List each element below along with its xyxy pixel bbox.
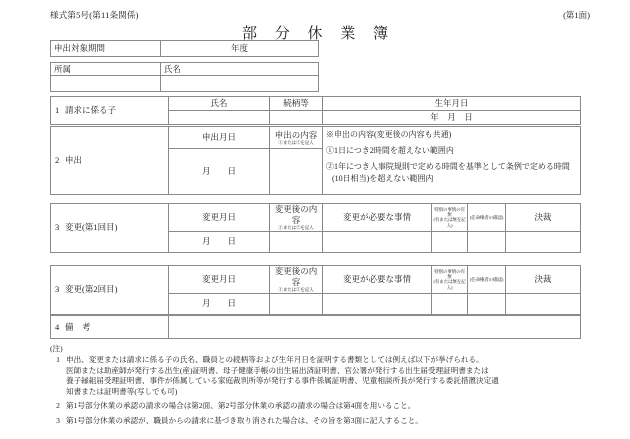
change1-col-reason-header: 変更が必要な事情 — [323, 204, 432, 232]
affiliation-label-cell: 所属 — [51, 63, 161, 76]
remarks-section-title: 備 考 — [65, 321, 91, 332]
change2-col-date-header: 変更月日 — [169, 266, 270, 294]
period-value-cell[interactable]: 年度 — [161, 41, 319, 57]
child-name-value[interactable] — [169, 111, 270, 125]
change2-section-label — [51, 266, 169, 315]
note-3-line-1: 第1号部分休業の承認が、職員からの請求に基づき取り消された場合は、その旨を第3面に記入すること。 — [66, 415, 423, 425]
note-3-body — [66, 416, 590, 426]
change2-col-content-header — [270, 266, 323, 294]
child-col-name-header: 氏名 — [169, 97, 270, 111]
application-col-content-note: ①または②を記入 — [278, 140, 314, 146]
change1-col-content-title: 変更後の内容 — [274, 204, 318, 225]
document-header — [50, 9, 590, 23]
change1-col-date-header: 変更月日 — [169, 204, 270, 232]
change2-col-content-note: ①または②を記入 — [278, 287, 314, 293]
notes-heading: (注) — [50, 344, 63, 353]
table-row — [51, 127, 581, 149]
child-section-index: 1 — [55, 105, 60, 116]
note-3-number: 3 — [56, 415, 60, 425]
period-label-cell: 申出対象期間 — [51, 41, 161, 57]
change-table-1 — [50, 203, 581, 253]
change2-confirm-value[interactable] — [468, 293, 506, 314]
change2-content-value[interactable] — [270, 293, 323, 314]
application-col-content-header — [270, 127, 323, 149]
change1-date-value[interactable]: 月 日 — [169, 231, 270, 252]
page-title: 部 分 休 業 簿 — [241, 26, 395, 42]
child-claim-table — [50, 96, 581, 125]
application-col-date-header: 申出月日 — [169, 127, 270, 149]
application-section-label — [51, 127, 169, 195]
application-section-index: 2 — [55, 155, 60, 166]
affiliation-table — [50, 62, 319, 92]
table-row — [51, 63, 319, 76]
change2-col-approval-header: 決裁 — [506, 266, 581, 294]
note-item-3 — [50, 416, 590, 426]
table-row — [51, 97, 581, 111]
table-row — [51, 316, 581, 339]
remarks-section-index: 4 — [55, 321, 60, 332]
change1-col-confirm-header — [468, 204, 506, 232]
child-relation-value[interactable] — [270, 111, 323, 125]
change1-confirm-value[interactable] — [468, 231, 506, 252]
note-2-line-1: 第1号部分休業の承認の請求の場合は第2面、第2号部分休業の承認の請求の場合は第4面を用いること。 — [66, 401, 416, 411]
child-birthdate-value[interactable]: 年 月 日 — [323, 111, 581, 125]
affiliation-value-cell[interactable] — [51, 76, 161, 92]
note-item-1 — [50, 355, 590, 397]
change2-approval-value[interactable] — [506, 293, 581, 314]
remarks-value-cell[interactable] — [169, 316, 581, 339]
table-row — [51, 204, 581, 232]
change2-reason-value[interactable] — [323, 293, 432, 314]
note-1-body — [66, 355, 590, 397]
note-1-line-2: 医師または助産師が発行する出生(産)証明書、母子健康手帳の出生届出済証明書、官公署が発行する出生届受理証明書または — [66, 365, 489, 375]
change2-col-confirm-header — [468, 266, 506, 294]
table-row — [51, 41, 319, 57]
application-content-item-3: (10日相当)を超えない範囲内 — [332, 174, 434, 184]
change2-col-special-title: 特別の事情の有無 — [434, 268, 465, 279]
note-2-number: 2 — [56, 401, 60, 411]
application-content-item-1: ①1日につき2時間を超えない範囲内 — [326, 145, 454, 155]
change2-section-title: 変更(第2回目) — [65, 284, 118, 295]
application-content-value[interactable] — [270, 149, 323, 195]
change1-section-label — [51, 204, 169, 253]
change1-col-special-header — [432, 204, 468, 232]
table-row — [51, 266, 581, 294]
change1-section-index: 3 — [55, 222, 60, 233]
change1-col-special-title: 特別の事情の有無 — [434, 206, 465, 217]
change1-col-approval-header: 決裁 — [506, 204, 581, 232]
change1-col-content-note: ①または②を記入 — [278, 225, 314, 231]
application-col-content-title: 申出の内容 — [274, 129, 318, 140]
change1-col-confirm-title: (任命権者の確認) — [469, 214, 504, 220]
note-item-2 — [50, 401, 590, 411]
change2-col-confirm-title: (任命権者の確認) — [469, 276, 504, 282]
child-col-relation-header: 続柄等 — [270, 97, 323, 111]
change1-approval-value[interactable] — [506, 231, 581, 252]
name-value-cell[interactable] — [161, 76, 319, 92]
change2-col-special-note: (有または無を記入) — [433, 279, 466, 290]
change-table-2 — [50, 265, 581, 315]
change2-date-value[interactable]: 月 日 — [169, 293, 270, 314]
note-1-line-1: 申出、変更または請求に係る子の氏名、職員との続柄等および生年月日を証明する書類としては例えば以下が挙げられる。 — [66, 355, 484, 365]
page-number-label: (第1面) — [563, 10, 590, 20]
notes-section — [50, 344, 590, 430]
change1-special-value[interactable] — [432, 231, 468, 252]
form-number-label: 様式第5号(第11条関係) — [50, 10, 139, 20]
change2-col-reason-header: 変更が必要な事情 — [323, 266, 432, 294]
change2-col-special-header — [432, 266, 468, 294]
change1-section-title: 変更(第1回目) — [65, 222, 118, 233]
change2-special-value[interactable] — [432, 293, 468, 314]
application-content-description — [323, 127, 581, 195]
change1-col-content-header — [270, 204, 323, 232]
application-content-list — [326, 130, 577, 185]
change1-col-special-note: (有または無を記入) — [433, 217, 466, 228]
application-content-heading: ※申出の内容(変更後の内容も共通) — [326, 130, 452, 139]
application-date-value[interactable]: 月 日 — [169, 149, 270, 195]
change2-col-content-title: 変更後の内容 — [274, 266, 318, 287]
child-section-label — [51, 97, 169, 125]
name-label-cell: 氏名 — [161, 63, 319, 76]
application-section-title: 申出 — [65, 155, 83, 166]
note-2-body — [66, 401, 590, 411]
period-table — [50, 40, 319, 57]
table-row — [51, 76, 319, 92]
remarks-section-label — [51, 316, 169, 339]
change1-reason-value[interactable] — [323, 231, 432, 252]
note-1-number: 1 — [56, 355, 60, 365]
note-1-line-3: 養子縁組届受理証明書、事件が係属している家庭裁判所等が発行する事件係属証明書、児童相談所長が発行する委託措置決定通 — [66, 376, 499, 386]
change2-section-index: 3 — [55, 284, 60, 295]
remarks-table — [50, 315, 581, 339]
application-content-item-2: ②1年につき人事院規則で定める時間を基準として条例で定める時間 — [326, 161, 570, 171]
application-table — [50, 126, 581, 195]
child-section-title: 請求に係る子 — [65, 105, 117, 116]
change1-content-value[interactable] — [270, 231, 323, 252]
child-col-birthdate-header: 生年月日 — [323, 97, 581, 111]
note-1-line-4: 知書または証明書等(写しでも可) — [66, 386, 178, 396]
